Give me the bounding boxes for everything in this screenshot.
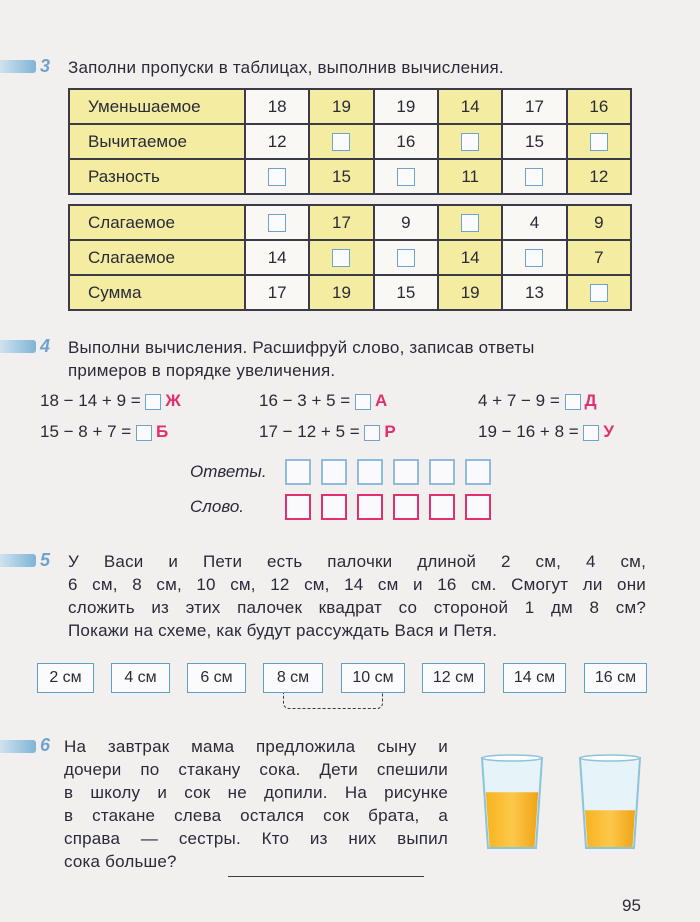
page-number: 95 (622, 896, 641, 915)
empty-answer-box[interactable] (397, 168, 415, 186)
stick-12cm[interactable]: 12 см (422, 663, 485, 693)
table2-blank-cell[interactable] (309, 240, 373, 275)
table2-cell: 14 (245, 240, 309, 275)
example-2-expr: 16 − 3 + 5 = (259, 391, 351, 410)
table1-row (69, 159, 631, 194)
answers-cell-5[interactable] (429, 459, 455, 485)
left-glass-juice (486, 792, 538, 847)
table2-cell: 7 (567, 240, 631, 275)
task-3-marker (0, 60, 36, 73)
right-glass-juice (585, 810, 635, 847)
task-6-number: 6 (40, 735, 51, 755)
empty-answer-box[interactable] (461, 133, 479, 151)
example-4 (40, 422, 168, 442)
example-6 (478, 422, 614, 442)
example-6-expr: 19 − 16 + 8 = (478, 422, 579, 441)
example-3-letter: Д (584, 391, 597, 410)
example-1-expr: 18 − 14 + 9 = (40, 391, 141, 410)
table1-row-label: Вычитаемое (69, 124, 245, 159)
example-5-letter: Р (384, 422, 396, 441)
task-4-text-line2: примеров в порядке увеличения. (68, 361, 336, 380)
table2-cell: 13 (502, 275, 566, 310)
answer-box-1[interactable] (145, 394, 161, 410)
example-2-letter: А (374, 391, 388, 410)
example-2 (259, 391, 387, 411)
example-3-expr: 4 + 7 − 9 = (478, 391, 560, 410)
table1-blank-cell[interactable] (567, 124, 631, 159)
grouping-bracket (283, 693, 383, 709)
answers-cell-1[interactable] (285, 459, 311, 485)
table1-blank-cell[interactable] (245, 159, 309, 194)
answers-cell-6[interactable] (465, 459, 491, 485)
table1-cell: 14 (438, 89, 502, 124)
empty-answer-box[interactable] (525, 249, 543, 267)
table1-cell: 19 (374, 89, 438, 124)
empty-answer-box[interactable] (590, 133, 608, 151)
stick-10cm[interactable]: 10 см (341, 663, 405, 693)
empty-answer-box[interactable] (397, 249, 415, 267)
example-3 (478, 391, 597, 411)
task-3-text: Заполни пропуски в таблицах, выполнив вычисления. (68, 58, 504, 77)
stick-8cm[interactable]: 8 см (263, 663, 323, 693)
answers-label: Ответы. (190, 462, 267, 481)
table-subtraction (68, 88, 632, 195)
table1-cell: 18 (245, 89, 309, 124)
table2-cell: 19 (309, 275, 373, 310)
task-6-line3: в школу и сок не допили. На рисунке (64, 783, 448, 802)
stick-2cm[interactable]: 2 см (37, 663, 94, 693)
table2-blank-cell[interactable] (438, 205, 502, 240)
answers-cell-2[interactable] (321, 459, 347, 485)
table2-cell: 17 (245, 275, 309, 310)
stick-6cm[interactable]: 6 см (187, 663, 246, 693)
example-6-letter: У (603, 422, 614, 441)
word-cell-4[interactable] (393, 494, 419, 520)
word-cell-2[interactable] (321, 494, 347, 520)
example-5 (259, 422, 396, 442)
empty-answer-box[interactable] (461, 214, 479, 232)
task-5-line3: сложить из этих палочек квадрат со стороной 1 дм 8 см? (68, 598, 646, 617)
table2-row-label: Слагаемое (69, 240, 245, 275)
task-5-line2: 6 см, 8 см, 10 см, 12 см, 14 см и 16 см. Смогут ли они (68, 575, 646, 594)
table1-cell: 15 (309, 159, 373, 194)
table1-cell: 16 (567, 89, 631, 124)
table2-blank-cell[interactable] (567, 275, 631, 310)
empty-answer-box[interactable] (268, 214, 286, 232)
table2-row (69, 205, 631, 240)
task-3-number: 3 (40, 56, 51, 76)
table1-cell: 12 (245, 124, 309, 159)
task-5-marker (0, 554, 36, 567)
empty-answer-box[interactable] (332, 133, 350, 151)
task-6-marker (0, 740, 36, 753)
table1-cell: 17 (502, 89, 566, 124)
example-4-expr: 15 − 8 + 7 = (40, 422, 132, 441)
answer-box-5[interactable] (364, 425, 380, 441)
empty-answer-box[interactable] (525, 168, 543, 186)
table1-cell: 15 (502, 124, 566, 159)
table2-blank-cell[interactable] (245, 205, 309, 240)
empty-answer-box[interactable] (268, 168, 286, 186)
stick-16cm[interactable]: 16 см (584, 663, 647, 693)
table2-row-label: Сумма (69, 275, 245, 310)
table1-cell: 11 (438, 159, 502, 194)
example-1-letter: Ж (165, 391, 181, 410)
example-1 (40, 391, 181, 411)
table2-row-label: Слагаемое (69, 205, 245, 240)
task-4-marker (0, 340, 36, 353)
answer-box-3[interactable] (565, 394, 581, 410)
task-6-line2: дочери по стакану сока. Дети спешили (64, 760, 448, 779)
task-4-number: 4 (40, 336, 51, 356)
table2-blank-cell[interactable] (502, 240, 566, 275)
table1-blank-cell[interactable] (502, 159, 566, 194)
answer-box-6[interactable] (583, 425, 599, 441)
table1-blank-cell[interactable] (374, 159, 438, 194)
table2-cell: 4 (502, 205, 566, 240)
task-6-line4: в стакане слева остался сок брата, а (64, 806, 448, 825)
table1-blank-cell[interactable] (309, 124, 373, 159)
table2-cell: 14 (438, 240, 502, 275)
word-cell-5[interactable] (429, 494, 455, 520)
example-4-letter: Б (155, 422, 169, 441)
word-cell-3[interactable] (357, 494, 383, 520)
task-6-line5: справа — сестры. Кто из них выпил (64, 829, 448, 848)
table1-cell: 16 (374, 124, 438, 159)
answer-line[interactable] (228, 876, 424, 877)
word-cell-1[interactable] (285, 494, 311, 520)
example-5-expr: 17 − 12 + 5 = (259, 422, 360, 441)
empty-answer-box[interactable] (332, 249, 350, 267)
table2-blank-cell[interactable] (374, 240, 438, 275)
answers-cell-4[interactable] (393, 459, 419, 485)
table1-cell: 19 (309, 89, 373, 124)
task-5-line4: Покажи на схеме, как будут рассуждать Вася и Петя. (68, 621, 498, 640)
right-glass (580, 755, 640, 848)
table2-row (69, 240, 631, 275)
task-5-number: 5 (40, 550, 51, 570)
left-glass (482, 755, 542, 848)
task-6-line6: сока больше? (64, 852, 177, 871)
table2-row (69, 275, 631, 310)
table1-row (69, 89, 631, 124)
glasses-illustration (470, 748, 660, 858)
table1-row-label: Уменьшаемое (69, 89, 245, 124)
stick-14cm[interactable]: 14 см (503, 663, 566, 693)
task-5-line1: У Васи и Пети есть палочки длиной 2 см, 4 см, (68, 552, 646, 571)
word-cell-6[interactable] (465, 494, 491, 520)
table2-cell: 19 (438, 275, 502, 310)
stick-4cm[interactable]: 4 см (111, 663, 170, 693)
word-label: Слово. (190, 497, 244, 516)
answers-cell-3[interactable] (357, 459, 383, 485)
table2-cell: 9 (567, 205, 631, 240)
task-6-line1: На завтрак мама предложила сыну и (64, 737, 448, 756)
table1-blank-cell[interactable] (438, 124, 502, 159)
answer-box-2[interactable] (355, 394, 371, 410)
task-4-text-line1: Выполни вычисления. Расшифруй слово, записав ответы (68, 338, 535, 357)
table2-cell: 15 (374, 275, 438, 310)
table1-row-label: Разность (69, 159, 245, 194)
table-addition (68, 204, 632, 311)
table2-cell: 17 (309, 205, 373, 240)
table1-row (69, 124, 631, 159)
table1-cell: 12 (567, 159, 631, 194)
table2-cell: 9 (374, 205, 438, 240)
answer-box-4[interactable] (136, 425, 152, 441)
empty-answer-box[interactable] (590, 284, 608, 302)
